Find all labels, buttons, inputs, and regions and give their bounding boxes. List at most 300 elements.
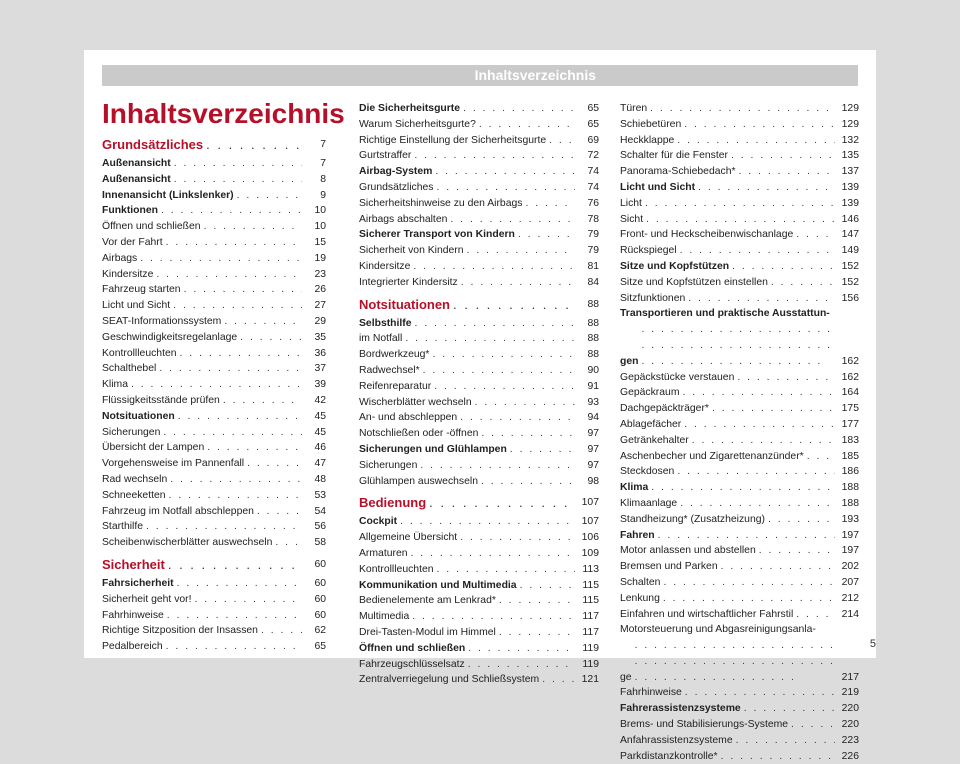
toc-page-number: 79 (587, 245, 599, 257)
toc-entry-title: Airbags abschalten (359, 213, 448, 225)
toc-entry-title: Drei-Tasten-Modul im Himmel (359, 626, 496, 638)
toc-entry[interactable] (620, 496, 859, 512)
toc-entry[interactable] (102, 425, 326, 441)
toc-page-number: 88 (587, 317, 599, 329)
toc-leader-dots (721, 559, 835, 575)
toc-page-number: 117 (582, 611, 599, 623)
toc-entry[interactable] (102, 267, 326, 283)
toc-page-number: 193 (841, 513, 859, 525)
toc-page-number: 185 (841, 450, 859, 462)
toc-column-2 (359, 101, 599, 688)
toc-entry-title: Öffnen und schließen (359, 642, 466, 654)
toc-entry-title: Gepäckstücke verstauen (620, 371, 735, 383)
toc-entry[interactable] (359, 593, 599, 609)
toc-leader-dots (156, 267, 302, 283)
toc-leader-dots (429, 492, 575, 514)
toc-page-number: 117 (582, 626, 599, 638)
toc-entry-title: Licht (620, 197, 642, 209)
toc-page-number: 48 (314, 473, 326, 485)
toc-entry-title: Sitze und Kopfstützen einstellen (620, 276, 768, 288)
toc-entry-title: Sicht (620, 213, 644, 225)
toc-entry[interactable] (102, 639, 326, 655)
toc-entry-title: Sicherheit von Kindern (359, 245, 464, 257)
toc-page-number: 119 (582, 642, 599, 654)
toc-leader-dots (223, 393, 302, 409)
toc-leader-dots (450, 212, 575, 228)
toc-leader-dots (768, 512, 835, 528)
toc-leader-dots (549, 133, 575, 149)
toc-entry[interactable] (359, 657, 599, 673)
toc-leader-dots (453, 294, 575, 316)
toc-page-number: 88 (587, 333, 599, 345)
toc-page-number: 214 (841, 608, 859, 620)
toc-entry-title: Richtige Sitzposition der Insassen (102, 625, 258, 637)
toc-entry[interactable] (620, 607, 859, 623)
toc-entry-title: Flüssigkeitsstände prüfen (102, 394, 220, 406)
toc-entry[interactable] (620, 148, 859, 164)
toc-entry-title: Selbsthilfe (359, 317, 412, 329)
toc-page-number: 26 (314, 284, 326, 296)
toc-entry[interactable] (620, 591, 859, 607)
toc-leader-dots (737, 370, 835, 386)
toc-entry-title: Fahrzeug starten (102, 284, 181, 296)
toc-entry[interactable] (359, 442, 599, 458)
toc-leader-dots (166, 639, 302, 655)
toc-section-heading[interactable] (359, 492, 599, 514)
toc-page-number: 91 (587, 380, 599, 392)
toc-leader-dots (525, 196, 575, 212)
toc-entry[interactable] (620, 559, 859, 575)
toc-page-number: 139 (841, 181, 859, 193)
toc-entry-title: Übersicht der Lampen (102, 442, 205, 454)
toc-entry[interactable] (102, 172, 326, 188)
toc-leader-dots (796, 227, 835, 243)
toc-entry[interactable] (102, 361, 326, 377)
toc-entry[interactable] (620, 101, 859, 117)
toc-leader-dots (412, 609, 575, 625)
toc-entry[interactable] (102, 251, 326, 267)
toc-entry[interactable] (102, 282, 326, 298)
toc-entry-title: Öffnen und schließen (102, 221, 201, 233)
toc-entry[interactable] (620, 212, 859, 228)
toc-leader-dots (140, 251, 302, 267)
toc-leader-dots (261, 623, 302, 639)
toc-entry[interactable] (620, 417, 859, 433)
toc-page-number: 152 (841, 260, 859, 272)
toc-page-number: 76 (587, 197, 599, 209)
toc-page-number: 60 (314, 593, 326, 605)
toc-entry[interactable] (620, 401, 859, 417)
toc-entry[interactable] (620, 259, 859, 275)
toc-entry[interactable] (620, 133, 859, 149)
toc-page-number: 197 (841, 545, 859, 557)
toc-entry-title: Anfahrassistenzsysteme (620, 734, 733, 746)
toc-section-heading[interactable] (102, 134, 326, 156)
toc-entry-title: Kindersitze (359, 260, 411, 272)
toc-entry[interactable] (359, 609, 599, 625)
toc-entry[interactable] (359, 379, 599, 395)
toc-leader-dots (169, 488, 302, 504)
toc-entry[interactable] (102, 314, 326, 330)
toc-entry[interactable] (620, 528, 859, 544)
toc-entry-title: Vorgehensweise im Pannenfall (102, 458, 245, 470)
toc-entry-title: Allgemeine Übersicht (359, 532, 458, 544)
toc-entry-title: Steckdosen (620, 466, 675, 478)
toc-entry[interactable] (359, 410, 599, 426)
toc-entry-title: Klimaanlage (620, 497, 678, 509)
toc-leader-dots (174, 172, 302, 188)
toc-entry[interactable] (102, 488, 326, 504)
toc-leader-dots (475, 395, 575, 411)
toc-entry[interactable] (359, 117, 599, 133)
toc-entry-title: Funktionen (102, 205, 158, 217)
toc-leader-dots (400, 514, 575, 530)
toc-entry[interactable] (620, 701, 859, 717)
toc-entry-title-cont: gen (620, 355, 639, 367)
toc-entry-title: Fahrerassistenzsysteme (620, 703, 741, 715)
toc-entry[interactable] (620, 512, 859, 528)
toc-leader-dots (712, 401, 835, 417)
toc-leader-dots (170, 472, 302, 488)
toc-page-number: 60 (314, 577, 326, 589)
toc-page-number: 220 (841, 719, 859, 731)
toc-leader-dots (635, 638, 835, 685)
toc-entry[interactable] (102, 576, 326, 592)
toc-page-number: 29 (314, 315, 326, 327)
toc-column-1 (102, 134, 326, 655)
toc-page-number: 188 (841, 497, 859, 509)
header-band (102, 65, 858, 86)
toc-leader-dots (499, 625, 575, 641)
toc-entry[interactable] (102, 456, 326, 472)
toc-entry-title: Licht und Sicht (102, 300, 171, 312)
toc-entry[interactable] (359, 562, 599, 578)
toc-page-number: 74 (587, 181, 599, 193)
toc-entry[interactable] (102, 504, 326, 520)
toc-entry-title: Integrierter Kindersitz (359, 276, 458, 288)
toc-entry[interactable] (359, 363, 599, 379)
toc-entry[interactable] (359, 672, 599, 688)
toc-page-number: 162 (841, 371, 859, 383)
toc-entry-title: Türen (620, 103, 648, 114)
toc-page-number: 139 (841, 197, 859, 209)
toc-entry[interactable] (620, 622, 859, 685)
toc-leader-dots (651, 480, 835, 496)
toc-entry-title: Sicherheit (102, 556, 165, 572)
toc-entry[interactable] (620, 717, 859, 733)
toc-entry-title: Fahrzeugschlüsselsatz (359, 658, 465, 670)
toc-entry[interactable] (620, 275, 859, 291)
toc-leader-dots (460, 410, 575, 426)
toc-leader-dots (468, 641, 575, 657)
toc-page-number: 60 (314, 558, 326, 570)
toc-entry-title: Innenansicht (Linkslenker) (102, 189, 234, 201)
toc-entry-title: Radwechsel* (359, 364, 420, 376)
toc-page-number: 19 (314, 252, 326, 264)
toc-entry[interactable] (620, 749, 859, 764)
toc-leader-dots (184, 282, 302, 298)
toc-entry-title: Kindersitze (102, 268, 154, 280)
toc-page-number: 109 (581, 547, 599, 559)
toc-leader-dots (178, 409, 302, 425)
toc-entry-title: Gepäckraum (620, 387, 680, 399)
toc-column-3 (620, 101, 859, 764)
toc-page-number: 175 (841, 403, 859, 415)
toc-leader-dots (224, 314, 302, 330)
toc-entry[interactable] (359, 275, 599, 291)
toc-entry[interactable] (359, 180, 599, 196)
toc-page-number: 129 (841, 118, 859, 130)
toc-section-heading[interactable] (102, 554, 326, 576)
toc-entry[interactable] (359, 164, 599, 180)
toc-entry-title: Front- und Heckscheibenwischanlage (620, 229, 794, 241)
toc-entry[interactable] (359, 514, 599, 530)
toc-page-number: 93 (587, 396, 599, 408)
toc-entry[interactable] (359, 395, 599, 411)
toc-page-number: 106 (581, 532, 599, 544)
toc-entry-title: Cockpit (359, 516, 398, 528)
toc-leader-dots (195, 592, 302, 608)
toc-entry-title: Heckklappe (620, 134, 675, 146)
toc-page-number: 186 (841, 466, 859, 478)
toc-leader-dots (146, 519, 302, 535)
toc-entry[interactable] (620, 306, 859, 369)
toc-page-number: 119 (582, 658, 599, 670)
toc-entry[interactable] (359, 133, 599, 149)
toc-entry[interactable] (102, 298, 326, 314)
toc-leader-dots (420, 458, 575, 474)
toc-entry[interactable] (620, 575, 859, 591)
toc-entry[interactable] (102, 608, 326, 624)
toc-entry-title: Fahrhinweise (620, 687, 682, 699)
toc-leader-dots (650, 101, 835, 117)
toc-entry[interactable] (620, 164, 859, 180)
toc-leader-dots (510, 442, 575, 458)
toc-entry[interactable] (620, 449, 859, 465)
toc-entry[interactable] (359, 578, 599, 594)
toc-entry[interactable] (102, 219, 326, 235)
toc-entry-title: Standheizung* (Zusatzheizung) (620, 513, 765, 525)
toc-section-heading[interactable] (359, 294, 599, 316)
toc-entry-title: Fahrsicherheit (102, 577, 174, 589)
toc-page-number: 164 (841, 387, 859, 399)
toc-entry-title: Licht und Sicht (620, 181, 696, 193)
toc-leader-dots (692, 433, 835, 449)
toc-entry[interactable] (359, 625, 599, 641)
toc-entry-title: Reifenreparatur (359, 380, 432, 392)
toc-page-number: 8 (320, 173, 326, 185)
toc-page-number: 129 (841, 103, 859, 114)
toc-entry-title: im Notfall (359, 333, 403, 345)
toc-entry-title: Vor der Fahrt (102, 236, 163, 248)
toc-leader-dots (206, 134, 302, 156)
toc-entry-title: Schiebetüren (620, 118, 682, 130)
toc-leader-dots (698, 180, 835, 196)
toc-leader-dots (415, 316, 575, 332)
toc-leader-dots (434, 379, 575, 395)
toc-entry[interactable] (102, 623, 326, 639)
toc-entry[interactable] (359, 212, 599, 228)
toc-entry[interactable] (359, 259, 599, 275)
toc-leader-dots (663, 591, 835, 607)
toc-entry[interactable] (620, 180, 859, 196)
toc-leader-dots (684, 117, 835, 133)
toc-entry-title: Armaturen (359, 547, 408, 559)
toc-entry[interactable] (359, 101, 599, 117)
toc-page-number: 207 (841, 576, 859, 588)
toc-leader-dots (163, 425, 302, 441)
toc-leader-dots (275, 535, 302, 551)
toc-page-number: 88 (587, 298, 599, 310)
header-label: Inhaltsverzeichnis (474, 67, 596, 83)
toc-entry[interactable] (102, 377, 326, 393)
toc-entry[interactable] (620, 385, 859, 401)
toc-leader-dots (131, 377, 302, 393)
toc-page-number: 79 (587, 229, 599, 241)
toc-leader-dots (207, 440, 302, 456)
toc-entry[interactable] (102, 203, 326, 219)
toc-entry-title: Bordwerkzeug* (359, 349, 430, 361)
toc-entry[interactable] (102, 519, 326, 535)
toc-leader-dots (736, 733, 835, 749)
toc-entry-title: Fahrhinweise (102, 609, 164, 621)
toc-entry[interactable] (359, 227, 599, 243)
toc-entry[interactable] (359, 530, 599, 546)
toc-entry[interactable] (359, 148, 599, 164)
toc-entry[interactable] (620, 243, 859, 259)
toc-entry[interactable] (102, 156, 326, 172)
toc-entry[interactable] (102, 330, 326, 346)
toc-page-number: 60 (314, 609, 326, 621)
toc-entry-title: Motorsteuerung und Abgasreinigungsanla- (620, 624, 816, 636)
toc-entry-title: Schalthebel (102, 363, 157, 375)
toc-entry[interactable] (359, 331, 599, 347)
toc-entry-title: Sicherungen (359, 459, 418, 471)
toc-entry-title: Klima (102, 379, 128, 391)
toc-leader-dots (435, 164, 575, 180)
toc-page-number: 56 (314, 521, 326, 533)
toc-entry-title: Außenansicht (102, 158, 171, 169)
toc-leader-dots (460, 530, 575, 546)
toc-leader-dots (499, 593, 575, 609)
toc-entry[interactable] (102, 346, 326, 362)
toc-leader-dots (177, 576, 302, 592)
toc-page-number: 219 (841, 687, 859, 699)
toc-entry-title: Bedienelemente am Lenkrad* (359, 595, 496, 607)
toc-entry-title: Schalter für die Fenster (620, 150, 728, 162)
toc-entry-title: Bremsen und Parken (620, 561, 718, 573)
toc-leader-dots (796, 607, 835, 623)
toc-entry[interactable] (359, 316, 599, 332)
toc-page-number: 10 (314, 205, 326, 217)
toc-entry-title: Parkdistanzkontrolle* (620, 750, 718, 762)
toc-leader-dots (159, 361, 302, 377)
toc-entry[interactable] (359, 196, 599, 212)
toc-entry[interactable] (620, 370, 859, 386)
toc-entry-title: Glühlampen auswechseln (359, 475, 478, 487)
toc-entry-title: Rückspiegel (620, 245, 677, 257)
toc-entry[interactable] (359, 546, 599, 562)
toc-entry[interactable] (359, 458, 599, 474)
toc-entry[interactable] (102, 535, 326, 551)
toc-leader-dots (437, 562, 575, 578)
toc-leader-dots (461, 275, 575, 291)
toc-leader-dots (684, 417, 835, 433)
toc-entry[interactable] (359, 474, 599, 490)
toc-entry[interactable] (102, 235, 326, 251)
toc-page-number: 72 (587, 150, 599, 162)
toc-page-number: 69 (587, 134, 599, 146)
toc-page-number: 202 (841, 561, 859, 573)
toc-entry[interactable] (620, 291, 859, 307)
toc-entry-title: Scheibenwischerblätter auswechseln (102, 537, 273, 549)
toc-page-number: 97 (587, 428, 599, 440)
toc-entry[interactable] (620, 196, 859, 212)
toc-page-number: 39 (314, 379, 326, 391)
toc-page-number: 197 (841, 529, 859, 541)
toc-entry-title: SEAT-Informationssystem (102, 315, 222, 327)
toc-entry[interactable] (620, 464, 859, 480)
page-number: 5 (869, 638, 876, 650)
toc-entry-title: Geschwindigkeitsregelanlage (102, 331, 238, 343)
toc-page-number: 115 (582, 595, 599, 607)
toc-entry[interactable] (620, 733, 859, 749)
toc-page-number: 156 (841, 292, 859, 304)
toc-entry-title: Starthilfe (102, 521, 144, 533)
toc-entry[interactable] (359, 641, 599, 657)
toc-entry[interactable] (359, 243, 599, 259)
toc-entry[interactable] (359, 426, 599, 442)
toc-entry[interactable] (620, 433, 859, 449)
toc-page-number: 58 (314, 537, 326, 549)
toc-entry[interactable] (620, 543, 859, 559)
toc-entry[interactable] (620, 227, 859, 243)
toc-page-number: 107 (581, 516, 599, 528)
toc-leader-dots (481, 426, 575, 442)
toc-page-number: 78 (587, 213, 599, 225)
toc-entry[interactable] (102, 409, 326, 425)
toc-entry[interactable] (620, 480, 859, 496)
toc-entry-title: Wischerblätter wechseln (359, 396, 472, 408)
toc-leader-dots (247, 456, 302, 472)
toc-entry-title: Getränkehalter (620, 434, 689, 446)
toc-entry[interactable] (620, 117, 859, 133)
toc-entry[interactable] (102, 188, 326, 204)
toc-entry[interactable] (620, 685, 859, 701)
toc-page-number: 98 (587, 475, 599, 487)
toc-leader-dots (481, 474, 575, 490)
toc-entry[interactable] (102, 472, 326, 488)
toc-page-number: 53 (314, 489, 326, 501)
toc-entry-title: Lenkung (620, 592, 660, 604)
toc-entry[interactable] (102, 393, 326, 409)
toc-page-number: 84 (587, 276, 599, 288)
toc-leader-dots (463, 101, 575, 117)
toc-entry[interactable] (359, 347, 599, 363)
toc-entry-title: Schneeketten (102, 489, 166, 501)
toc-page-number: 74 (587, 166, 599, 178)
toc-page-number: 45 (314, 426, 326, 438)
toc-entry[interactable] (102, 592, 326, 608)
toc-entry-title: Sicherheit geht vor! (102, 593, 192, 605)
toc-leader-dots (732, 259, 835, 275)
toc-leader-dots (174, 156, 302, 172)
toc-page-number: 149 (841, 245, 859, 257)
toc-entry[interactable] (102, 440, 326, 456)
toc-page-number: 47 (314, 458, 326, 470)
toc-page-number: 65 (587, 103, 599, 114)
toc-leader-dots (520, 578, 575, 594)
